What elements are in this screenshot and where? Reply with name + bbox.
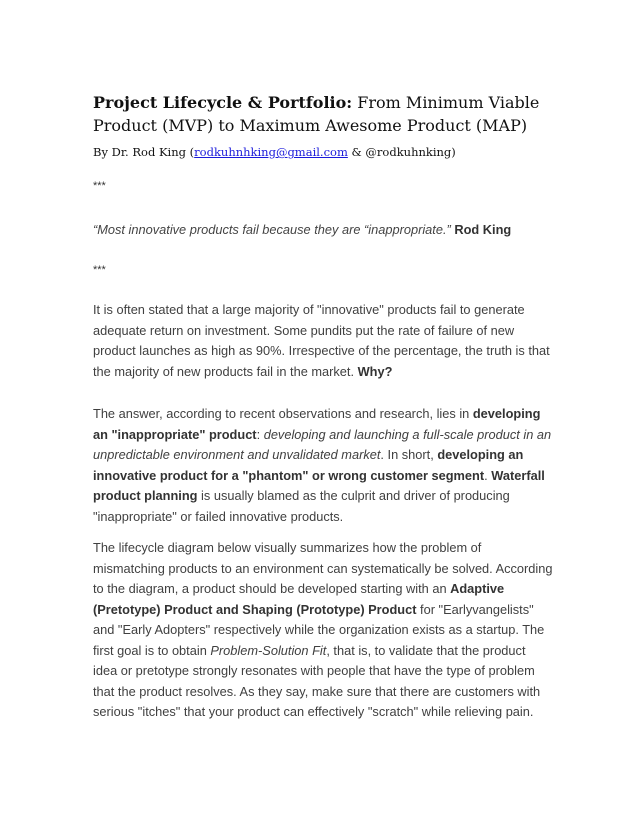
byline-suffix: & @rodkuhnking) <box>347 145 456 159</box>
byline-prefix: By Dr. Rod King ( <box>93 145 195 159</box>
paragraph-3 <box>93 538 553 723</box>
paragraph-segment: : <box>256 426 264 442</box>
paragraph-segment: It is often stated that a large majority of "innovative" products fail to generate adequate return on investment. Some pundits put the rate of failure of new product launches as high as 90%. Irrespective of the percentage, the truth is that the majority of new products fail in the market. <box>93 302 550 379</box>
separator-1: *** <box>93 180 106 192</box>
title-bold-part: Project Lifecycle & Portfolio: <box>93 93 353 112</box>
paragraph-segment: is usually blamed as the culprit and driver of producing "inappropriate" or failed innovative products. <box>93 488 510 524</box>
paragraph-segment: Why? <box>357 363 393 379</box>
paragraph-segment: developing an "inappropriate" product <box>93 406 541 442</box>
paragraph-2 <box>93 404 553 527</box>
document-title <box>93 91 563 137</box>
paragraph-segment: , that is, to validate that the product idea or pretotype strongly resonates with people that have the type of problem that the product resolves. As they say, make sure that there are customers with serious "itches" that your product can effectively "scratch" while relieving pain. <box>93 642 541 719</box>
separator-2: *** <box>93 264 106 276</box>
title-rest: From Minimum Viable Product (MVP) to Maximum Awesome Product (MAP) <box>93 93 540 135</box>
paragraph-segment: The lifecycle diagram below visually summarizes how the problem of mismatching products to an environment can systematically be solved. According to the diagram, a product should be developed starting with an <box>93 540 553 596</box>
paragraph-segment: Waterfall product planning <box>93 467 545 503</box>
byline <box>93 145 456 159</box>
paragraph-segment: for "Earlyvangelists" and "Early Adopters" respectively while the organization exists as a startup. The first goal is to obtain <box>93 601 545 658</box>
quote-author: Rod King <box>454 222 512 237</box>
quote <box>93 222 511 237</box>
paragraph-segment: developing an innovative product for a "phantom" or wrong customer segment <box>93 447 524 483</box>
paragraph-segment: developing and launching a full-scale product in an unpredictable environment and unvalidated market <box>93 426 552 462</box>
paragraph-segment: . In short, <box>380 447 438 462</box>
paragraph-1 <box>93 300 553 382</box>
paragraph-segment: Adaptive (Pretotype) Product and Shaping (Prototype) Product <box>93 581 505 617</box>
paragraph-segment: The answer, according to recent observations and research, lies in <box>93 406 473 421</box>
paragraph-segment: Problem-Solution Fit <box>210 642 327 658</box>
quote-text: “Most innovative products fail because they are “inappropriate.” <box>93 222 451 237</box>
paragraph-segment: . <box>484 467 492 483</box>
email-link[interactable]: rodkuhnhking@gmail.com <box>194 145 348 159</box>
